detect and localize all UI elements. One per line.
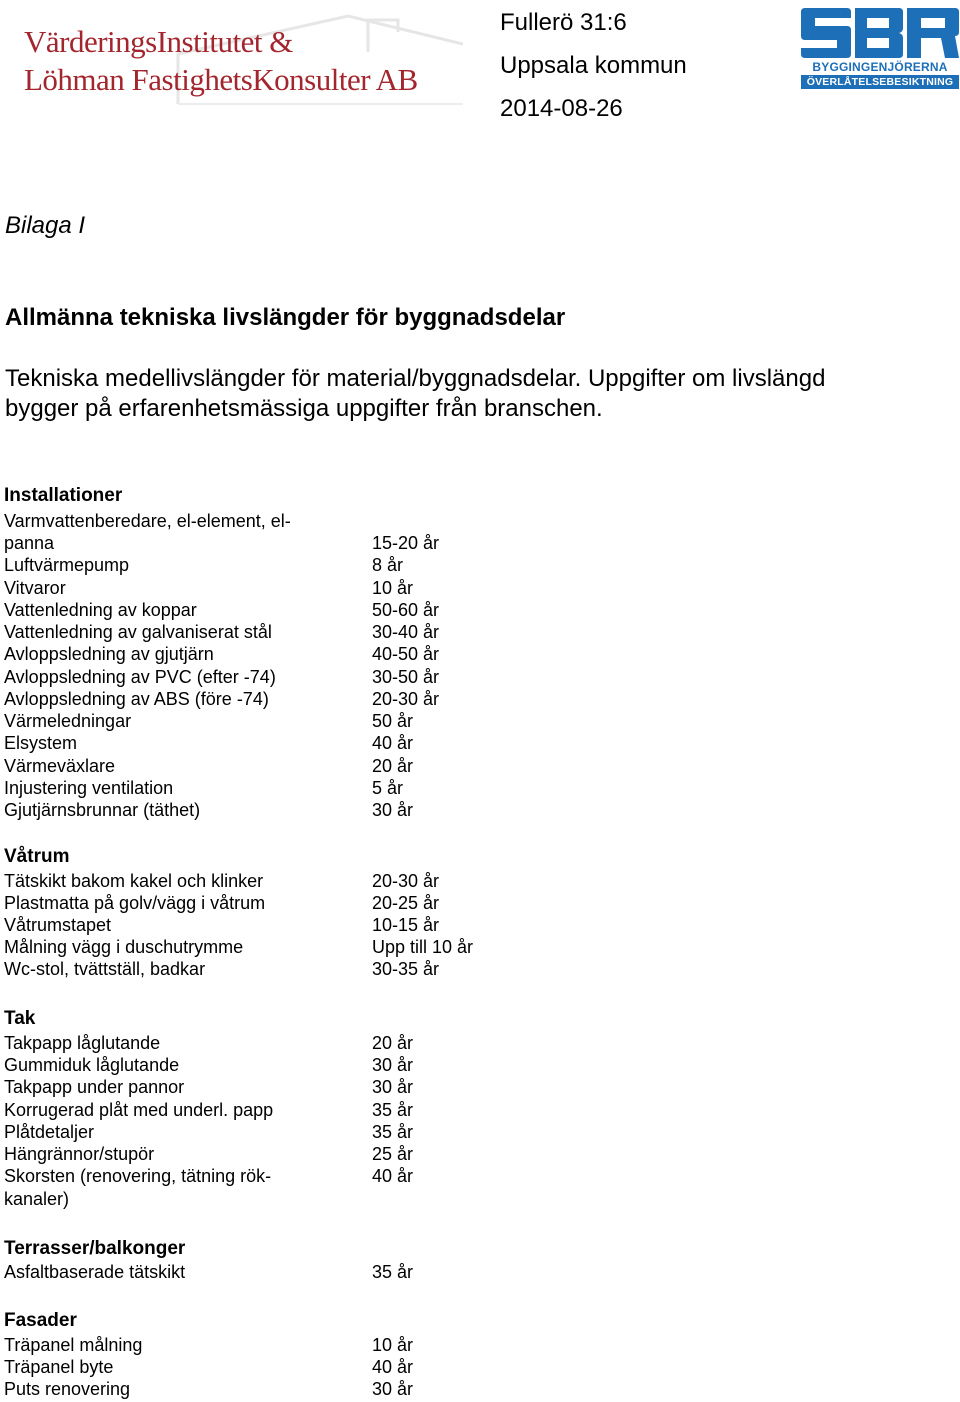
item-value: 35 år (372, 1100, 414, 1120)
property-designation: Fullerö 31:6 (500, 9, 627, 36)
item-value: 40 år (372, 1357, 414, 1377)
item-value: 25 år (372, 1144, 414, 1164)
item-label: Våtrumstapet (4, 915, 112, 935)
item-label: Vattenledning av koppar (4, 600, 197, 620)
item-value: 20-30 år (372, 689, 440, 709)
item-label: Elsystem (4, 733, 78, 753)
item-value: 20 år (372, 1033, 414, 1053)
section-title-terrasser: Terrasser/balkonger (4, 1238, 186, 1259)
item-value: 35 år (372, 1262, 414, 1282)
item-value: 50 år (372, 711, 414, 731)
item-label: Värmeledningar (4, 711, 132, 731)
item-value: 30-35 år (372, 959, 440, 979)
item-label: panna (4, 533, 55, 553)
item-value: 8 år (372, 555, 404, 575)
item-value: 40 år (372, 1166, 414, 1186)
item-value: 30 år (372, 1077, 414, 1097)
sbr-line-1: BYGGINGENJÖRERNA (801, 60, 959, 74)
section-title-installationer: Installationer (4, 485, 123, 506)
appendix-label: Bilaga I (5, 212, 86, 239)
document-title: Allmänna tekniska livslängder för byggnadsdelar (5, 304, 566, 331)
item-value: 15-20 år (372, 533, 440, 553)
item-label: Gummiduk låglutande (4, 1055, 180, 1075)
item-label: Avloppsledning av PVC (efter -74) (4, 667, 276, 687)
section-title-vatrum: Våtrum (4, 846, 70, 867)
intro-paragraph (5, 364, 955, 424)
item-label: Plåtdetaljer (4, 1122, 95, 1142)
item-label: Puts renovering (4, 1379, 131, 1399)
item-value: 40-50 år (372, 644, 440, 664)
item-value: 20 år (372, 756, 414, 776)
item-value: 50-60 år (372, 600, 440, 620)
item-value: 10-15 år (372, 915, 440, 935)
item-value: 35 år (372, 1122, 414, 1142)
item-label: Asfaltbaserade tätskikt (4, 1262, 186, 1282)
item-value: 10 år (372, 1335, 414, 1355)
item-value: 10 år (372, 578, 414, 598)
item-label: Luftvärmepump (4, 555, 130, 575)
item-label: Plastmatta på golv/vägg i våtrum (4, 893, 266, 913)
valuation-institute-logo (18, 12, 463, 107)
item-value: 20-25 år (372, 893, 440, 913)
item-value: 30 år (372, 1379, 414, 1399)
item-value: 30-50 år (372, 667, 440, 687)
item-label: Injustering ventilation (4, 778, 174, 798)
sbr-line-2: ÖVERLÅTELSEBESIKTNING (801, 75, 959, 89)
item-label: Vitvaror (4, 578, 66, 598)
municipality: Uppsala kommun (500, 52, 687, 79)
item-label: Takpapp låglutande (4, 1033, 161, 1053)
item-label: Vattenledning av galvaniserat stål (4, 622, 272, 642)
item-label: Värmeväxlare (4, 756, 116, 776)
item-label: Varmvattenberedare, el-element, el- (4, 511, 291, 531)
sbr-logo (801, 8, 959, 90)
item-label: Skorsten (renovering, tätning rök- (4, 1166, 272, 1186)
item-value: 5 år (372, 778, 404, 798)
item-label: Hängrännor/stupör (4, 1144, 155, 1164)
section-title-fasader: Fasader (4, 1310, 77, 1331)
item-label: Gjutjärnsbrunnar (täthet) (4, 800, 201, 820)
item-label: Korrugerad plåt med underl. papp (4, 1100, 274, 1120)
item-label: Avloppsledning av ABS (före -74) (4, 689, 269, 709)
item-label: kanaler) (4, 1189, 70, 1209)
item-label: Takpapp under pannor (4, 1077, 185, 1097)
item-label: Träpanel målning (4, 1335, 143, 1355)
item-value: 30-40 år (372, 622, 440, 642)
item-value: 30 år (372, 800, 414, 820)
item-value: 40 år (372, 733, 414, 753)
item-label: Målning vägg i duschutrymme (4, 937, 244, 957)
intro-line-1: Tekniska medellivslängder för material/byggnadsdelar. Uppgifter om livslängd (5, 365, 826, 392)
item-value: 20-30 år (372, 871, 440, 891)
section-title-tak: Tak (4, 1008, 36, 1029)
item-label: Träpanel byte (4, 1357, 114, 1377)
item-label: Wc-stol, tvättställ, badkar (4, 959, 206, 979)
item-value: Upp till 10 år (372, 937, 474, 957)
logo-line-1: VärderingsInstitutet & (24, 24, 293, 59)
item-label: Avloppsledning av gjutjärn (4, 644, 214, 664)
logo-line-2: Löhman FastighetsKonsulter AB (24, 62, 418, 97)
report-date: 2014-08-26 (500, 95, 623, 122)
sbr-mark-icon (801, 8, 959, 58)
intro-line-2: bygger på erfarenhetsmässiga uppgifter från branschen. (5, 395, 603, 422)
item-value: 30 år (372, 1055, 414, 1075)
item-label: Tätskikt bakom kakel och klinker (4, 871, 264, 891)
